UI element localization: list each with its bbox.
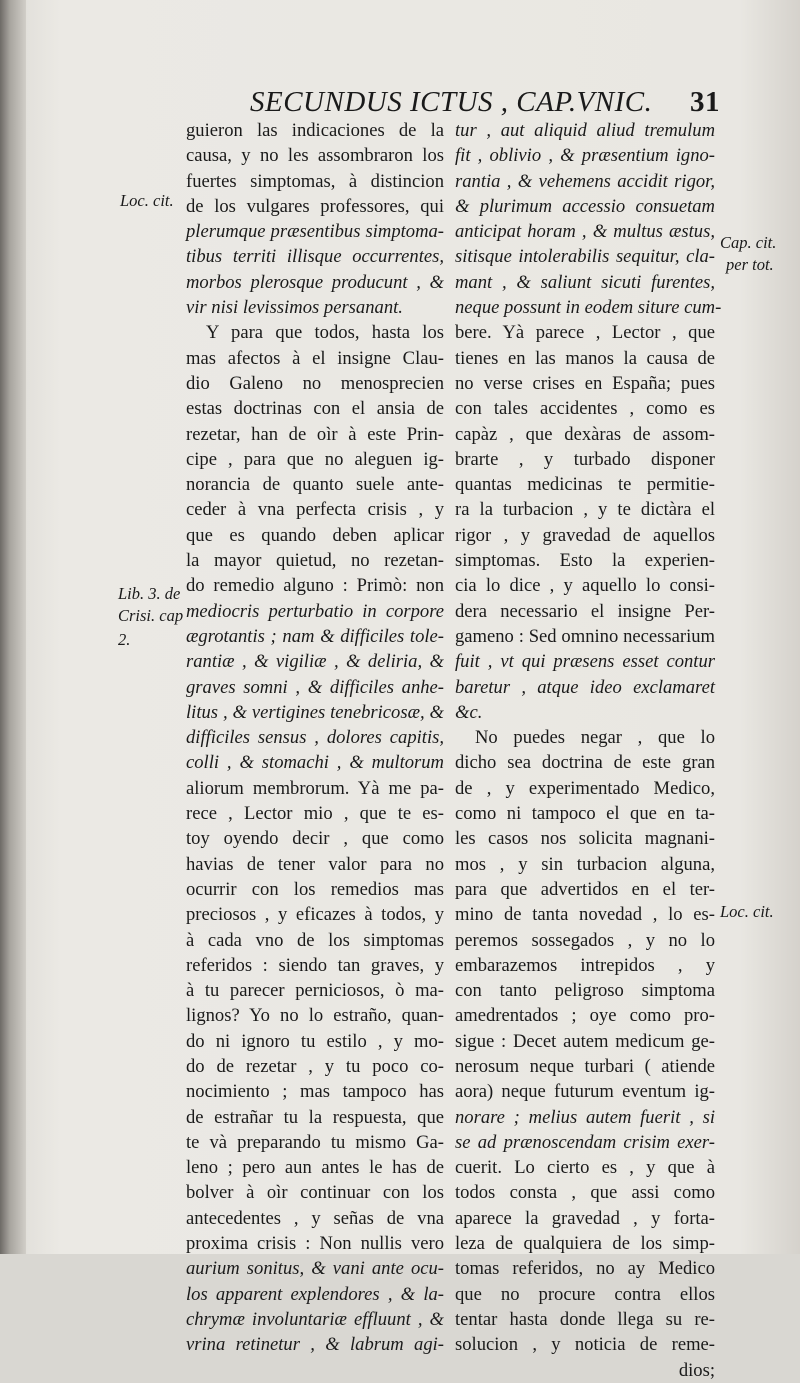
text-line: embarazemos intrepidos , y bbox=[455, 954, 715, 976]
text-line: causa, y no les assombraron los bbox=[186, 145, 444, 167]
text-line: vir nisi levissimos persanant. bbox=[186, 297, 403, 319]
text-line: à cada vno de los simptomas bbox=[186, 929, 444, 951]
text-line: capàz , que dexàras de assom- bbox=[455, 423, 715, 445]
text-line: les casos nos solicita magnani- bbox=[455, 828, 715, 850]
text-line: antecedentes , y señas de vna bbox=[186, 1207, 444, 1229]
text-line: la mayor quietud, no rezetan- bbox=[186, 550, 444, 572]
text-line: graves somni , & difficiles anhe- bbox=[186, 676, 444, 698]
text-line: anticipat horam , & multus æstus, bbox=[455, 221, 715, 243]
text-line: rigor , y gravedad de aquellos bbox=[455, 524, 715, 546]
text-line: bolver à oìr continuar con los bbox=[186, 1182, 444, 1204]
text-line: havias de tener valor para no bbox=[186, 853, 444, 875]
text-line: &c. bbox=[455, 701, 483, 723]
text-line: colli , & stomachi , & multorum bbox=[186, 752, 444, 774]
text-line: aparece la gravedad , y forta- bbox=[455, 1207, 715, 1229]
text-line: para que advertidos en el ter- bbox=[455, 878, 715, 900]
page-number: 31 bbox=[690, 86, 720, 118]
text-line: sigue : Decet autem medicum ge- bbox=[455, 1030, 715, 1052]
text-line: fuertes simptomas, à distincion bbox=[186, 170, 444, 192]
text-line: de , y experimentado Medico, bbox=[455, 777, 715, 799]
running-title: SECUNDUS ICTUS , CAP.VNIC. bbox=[250, 86, 653, 118]
text-line: cia lo dice , y aquello lo consi- bbox=[455, 575, 715, 597]
text-line: fit , oblivio , & præsentium igno- bbox=[455, 145, 715, 167]
text-line: & plurimum accessio consuetam bbox=[455, 195, 715, 217]
text-line: quantas medicinas te permitie- bbox=[455, 474, 715, 496]
text-line: amedrentados ; oye como pro- bbox=[455, 1005, 715, 1027]
text-line: dios; bbox=[678, 1359, 715, 1381]
text-line: mediocris perturbatio in corpore bbox=[186, 600, 444, 622]
text-line: ra la turbacion , y te dictàra el bbox=[455, 499, 715, 521]
text-line: rantia , & vehemens accidit rigor, bbox=[455, 170, 715, 192]
text-line: solucion , y noticia de reme- bbox=[455, 1334, 715, 1356]
text-line: aurium sonitus, & vani ante ocu- bbox=[186, 1258, 444, 1280]
text-line: sitisque intolerabilis sequitur, cla- bbox=[455, 246, 715, 268]
text-line: rantiæ , & vigiliæ , & deliria, & bbox=[186, 651, 444, 673]
text-line: rece , Lector mio , que te es- bbox=[186, 803, 444, 825]
text-line: cuerit. Lo cierto es , y que à bbox=[455, 1157, 715, 1179]
text-line: estas doctrinas con el ansia de bbox=[186, 398, 444, 420]
text-line: plerumque præsentibus simptoma- bbox=[186, 221, 444, 243]
text-line: tentar hasta donde llega su re- bbox=[455, 1308, 715, 1330]
text-line: do remedio alguno : Primò: non bbox=[186, 575, 444, 597]
text-line: ceder à vna perfecta crisis , y bbox=[186, 499, 444, 521]
text-line: que es quando deben aplicar bbox=[186, 524, 444, 546]
text-line: no verse crises en España; pues bbox=[455, 372, 715, 394]
text-line: que no procure contra ellos bbox=[455, 1283, 715, 1305]
text-line: mant , & saliunt sicuti furentes, bbox=[455, 271, 715, 293]
text-line: chrymæ involuntariæ effluunt , & bbox=[186, 1308, 444, 1330]
text-line: aliorum membrorum. Yà me pa- bbox=[186, 777, 444, 799]
text-line: leno ; pero aun antes le has de bbox=[186, 1157, 444, 1179]
margin-note-loc-cit: Loc. cit. bbox=[120, 191, 174, 210]
text-line: guieron las indicaciones de la bbox=[186, 120, 444, 141]
text-line: te và preparando tu mismo Ga- bbox=[186, 1131, 444, 1153]
text-line: se ad prænoscendam crisim exer- bbox=[455, 1131, 715, 1153]
text-line: Y para que todos, hasta los bbox=[206, 322, 444, 344]
text-line: bere. Yà parece , Lector , que bbox=[455, 322, 715, 344]
text-line: No puedes negar , que lo bbox=[475, 727, 715, 749]
text-line: mos , y sin turbacion alguna, bbox=[455, 853, 715, 875]
text-line: litus , & vertigines tenebricosæ, & bbox=[186, 701, 444, 723]
margin-note-loc-cit-2: Loc. cit. bbox=[720, 902, 774, 921]
running-header bbox=[250, 86, 720, 120]
text-line: à tu parecer perniciosos, ò ma- bbox=[186, 980, 444, 1002]
text-line: fuit , vt qui præsens esset contur bbox=[455, 651, 715, 673]
text-line: dera necessario el insigne Per- bbox=[455, 600, 715, 622]
text-line: tomas referidos, no ay Medico bbox=[455, 1258, 715, 1280]
text-line: nerosum neque turbari ( atiende bbox=[455, 1055, 715, 1077]
text-line: preciosos , y eficazes à todos, y bbox=[186, 904, 444, 926]
text-line: todos consta , que assi como bbox=[455, 1182, 715, 1204]
text-line: leza de qualquiera de los simp- bbox=[455, 1233, 715, 1255]
text-line: de estrañar tu la respuesta, que bbox=[186, 1106, 444, 1128]
text-line: mino de tanta novedad , lo es- bbox=[455, 904, 715, 926]
text-line: morbos plerosque producunt , & bbox=[186, 271, 444, 293]
text-line: dio Galeno no menosprecien bbox=[186, 372, 444, 394]
text-line: brarte , y turbado disponer bbox=[455, 448, 715, 470]
text-line: norare ; melius autem fuerit , si bbox=[455, 1106, 715, 1128]
text-line: ægrotantis ; nam & difficiles tole- bbox=[186, 625, 444, 647]
text-line: simptomas. Esto la experien- bbox=[455, 550, 715, 572]
text-line: peremos sossegados , y no lo bbox=[455, 929, 715, 951]
text-line: mas afectos à el insigne Clau- bbox=[186, 347, 444, 369]
text-line: ocurrir con los remedios mas bbox=[186, 878, 444, 900]
right-text-column bbox=[455, 118, 722, 1383]
text-line: lignos? Yo no lo estraño, quan- bbox=[186, 1005, 444, 1027]
text-line: vrina retinetur , & labrum agi- bbox=[186, 1334, 444, 1356]
text-line: rezetar, han de oìr à este Prin- bbox=[186, 423, 444, 445]
text-line: aora) neque futurum eventum ig- bbox=[455, 1081, 715, 1103]
margin-note-crisi: Crisi. cap bbox=[118, 606, 184, 625]
text-line: nocimiento ; mas tampoco has bbox=[186, 1081, 444, 1103]
left-text-column bbox=[186, 118, 444, 1358]
text-line: con tanto peligroso simptoma bbox=[455, 980, 715, 1002]
text-line: tur , aut aliquid aliud tremulum bbox=[455, 120, 715, 141]
margin-note-chapter: 2. bbox=[118, 630, 131, 649]
text-line: difficiles sensus , dolores capitis, bbox=[186, 727, 444, 749]
text-line: como ni tampoco el que en ta- bbox=[455, 803, 715, 825]
text-line: de los vulgares professores, qui bbox=[186, 195, 444, 217]
book-spine-shadow bbox=[0, 0, 26, 1254]
text-line: cipe , para que no aleguen ig- bbox=[186, 448, 444, 470]
text-line: norancia de quanto suele ante- bbox=[186, 474, 444, 496]
text-line: neque possunt in eodem siture cum- bbox=[455, 297, 722, 319]
text-line: do de rezetar , y tu poco co- bbox=[186, 1055, 444, 1077]
text-line: tienes en las manos la causa de bbox=[455, 347, 715, 369]
text-line: do ni ignoro tu estilo , y mo- bbox=[186, 1030, 444, 1052]
text-line: dicho sea doctrina de este gran bbox=[455, 752, 715, 774]
text-line: tibus territi illisque occurrentes, bbox=[186, 246, 444, 268]
text-line: toy oyendo decir , que como bbox=[186, 828, 444, 850]
text-line: con tales accidentes , como es bbox=[455, 398, 715, 420]
margin-note-per-tot: per tot. bbox=[726, 255, 774, 274]
margin-note-cap-cit: Cap. cit. bbox=[720, 233, 777, 252]
text-line: los apparent explendores , & la- bbox=[186, 1283, 444, 1305]
margin-note-lib: Lib. 3. de bbox=[118, 584, 181, 603]
text-line: baretur , atque ideo exclamaret bbox=[455, 676, 715, 698]
text-line: referidos : siendo tan graves, y bbox=[186, 954, 444, 976]
text-line: proxima crisis : Non nullis vero bbox=[186, 1233, 444, 1255]
text-line: gameno : Sed omnino necessarium bbox=[455, 625, 715, 647]
